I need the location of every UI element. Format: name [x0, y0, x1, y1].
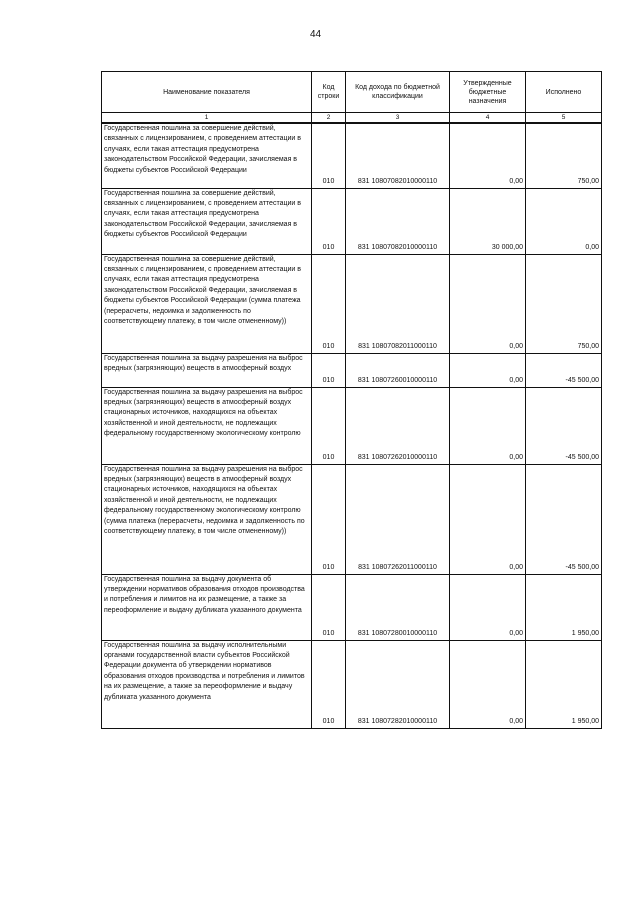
header-executed: Исполнено	[526, 72, 602, 113]
executed-amount: -45 500,00	[526, 464, 602, 574]
line-code: 010	[312, 353, 346, 387]
approved-amount: 0,00	[450, 574, 526, 640]
table-row	[102, 254, 602, 353]
table-row	[102, 464, 602, 574]
column-number: 2	[312, 113, 346, 124]
page-number: 44	[309, 29, 322, 40]
table-row	[102, 188, 602, 254]
line-code: 010	[312, 574, 346, 640]
executed-amount: 750,00	[526, 123, 602, 188]
approved-amount: 0,00	[450, 123, 526, 188]
indicator-name: Государственная пошлина за совершение действий, связанных с лицензированием, с проведением аттестации в случаях, если такая аттестация предусмотрена законодательством Российской Федерации, зачисляемая в бюджеты субъектов Российской Федерации	[102, 188, 312, 254]
indicator-name: Государственная пошлина за совершение действий, связанных с лицензированием, с проведением аттестации в случаях, если такая аттестация предусмотрена законодательством Российской Федерации, зачисляемая в бюджеты субъектов Российской Федерации	[102, 123, 312, 188]
header-line-code: Код строки	[312, 72, 346, 113]
table-row	[102, 574, 602, 640]
executed-amount: 0,00	[526, 188, 602, 254]
budget-code: 831 10807082010000110	[346, 123, 450, 188]
approved-amount: 30 000,00	[450, 188, 526, 254]
indicator-name: Государственная пошлина за выдачу разрешения на выброс вредных (загрязняющих) веществ в атмосферный воздух стационарных источников, находящихся на объектах хозяйственной и иной деятельности, не подлежащих федеральному государственному экологическому контролю	[102, 387, 312, 464]
indicator-name: Государственная пошлина за выдачу исполнительными органами государственной власти субъектов Российской Федерации документа об утверждении нормативов образования отходов производства и потребления и лимитов на их размещение, а также за переоформление и выдачу дубликата указанного документа	[102, 640, 312, 728]
budget-code: 831 10807260010000110	[346, 353, 450, 387]
budget-execution-table	[101, 71, 602, 729]
budget-code: 831 10807082010000110	[346, 188, 450, 254]
header-approved: Утвержденные бюджетные назначения	[450, 72, 526, 113]
line-code: 010	[312, 387, 346, 464]
approved-amount: 0,00	[450, 640, 526, 728]
approved-amount: 0,00	[450, 353, 526, 387]
table-row	[102, 353, 602, 387]
line-code: 010	[312, 640, 346, 728]
column-number: 1	[102, 113, 312, 124]
executed-amount: -45 500,00	[526, 387, 602, 464]
header-indicator-name: Наименование показателя	[102, 72, 312, 113]
budget-code: 831 10807082011000110	[346, 254, 450, 353]
executed-amount: 1 950,00	[526, 640, 602, 728]
line-code: 010	[312, 464, 346, 574]
column-number: 4	[450, 113, 526, 124]
approved-amount: 0,00	[450, 464, 526, 574]
budget-code: 831 10807262011000110	[346, 464, 450, 574]
budget-code: 831 10807280010000110	[346, 574, 450, 640]
approved-amount: 0,00	[450, 254, 526, 353]
table-row	[102, 387, 602, 464]
indicator-name: Государственная пошлина за совершение действий, связанных с лицензированием, с проведением аттестации в случаях, если такая аттестация предусмотрена законодательством Российской Федерации, зачисляемая в бюджеты субъектов Российской Федерации (сумма платежа (перерасчеты, недоимка и задолженность по соответствующему платежу, в том числе отмененному))	[102, 254, 312, 353]
header-budget-code: Код дохода по бюджетной классификации	[346, 72, 450, 113]
table-row	[102, 640, 602, 728]
line-code: 010	[312, 188, 346, 254]
executed-amount: 1 950,00	[526, 574, 602, 640]
table-row	[102, 123, 602, 188]
column-number: 3	[346, 113, 450, 124]
column-number: 5	[526, 113, 602, 124]
budget-code: 831 10807262010000110	[346, 387, 450, 464]
indicator-name: Государственная пошлина за выдачу разрешения на выброс вредных (загрязняющих) веществ в атмосферный воздух стационарных источников, находящихся на объектах хозяйственной и иной деятельности, не подлежащих федеральному государственному экологическому контролю (сумма платежа (перерасчеты, недоимка и задолженность по соответствующему платежу, в том числе отмененному))	[102, 464, 312, 574]
approved-amount: 0,00	[450, 387, 526, 464]
line-code: 010	[312, 254, 346, 353]
executed-amount: -45 500,00	[526, 353, 602, 387]
budget-code: 831 10807282010000110	[346, 640, 450, 728]
indicator-name: Государственная пошлина за выдачу разрешения на выброс вредных (загрязняющих) веществ в атмосферный воздух	[102, 353, 312, 387]
executed-amount: 750,00	[526, 254, 602, 353]
indicator-name: Государственная пошлина за выдачу документа об утверждении нормативов образования отходов производства и потребления и лимитов на их размещение, а также за переоформление и выдачу дубликата указанного документа	[102, 574, 312, 640]
line-code: 010	[312, 123, 346, 188]
